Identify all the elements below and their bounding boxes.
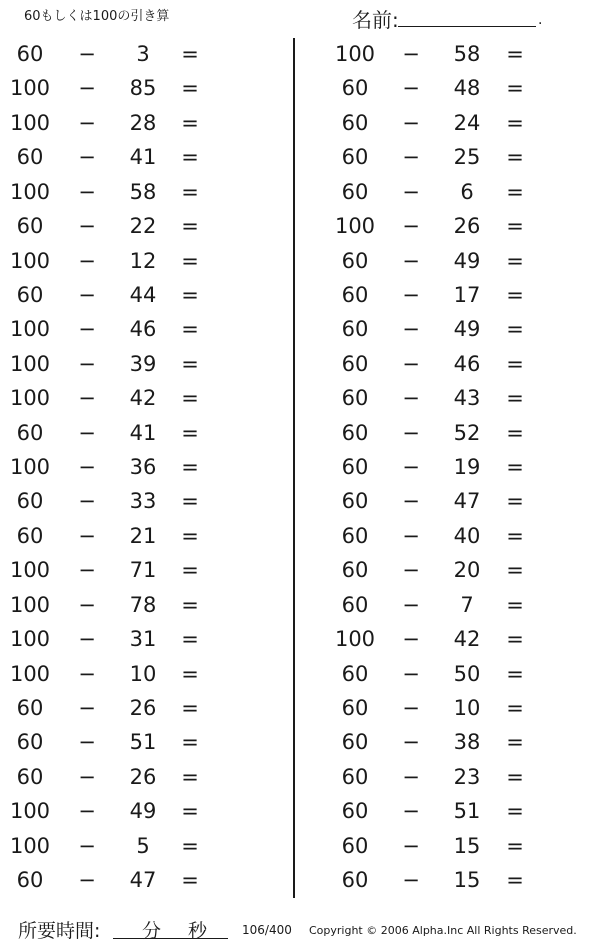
minuend: 100 <box>9 627 51 652</box>
subtrahend: 23 <box>453 764 481 789</box>
problem-row <box>300 725 580 759</box>
equals-sign: = <box>506 455 524 480</box>
minuend: 60 <box>341 592 369 617</box>
subtrahend: 51 <box>129 730 157 755</box>
minus-sign: − <box>402 214 420 239</box>
minuend: 60 <box>341 179 369 204</box>
subtrahend: 78 <box>129 592 157 617</box>
problem-row <box>0 381 280 415</box>
problem-row <box>300 519 580 553</box>
minuend: 60 <box>16 868 44 893</box>
problem-row <box>0 416 280 450</box>
minuend: 100 <box>9 386 51 411</box>
minuend: 60 <box>16 420 44 445</box>
minus-sign: − <box>78 489 96 514</box>
subtrahend: 10 <box>453 696 481 721</box>
minus-sign: − <box>402 42 420 66</box>
problem-row <box>300 106 580 140</box>
minus-sign: − <box>402 558 420 583</box>
equals-sign: = <box>506 764 524 789</box>
minuend: 60 <box>341 76 369 101</box>
minus-sign: − <box>402 282 420 307</box>
minuend: 60 <box>341 489 369 514</box>
minus-sign: − <box>78 799 96 824</box>
minuend: 60 <box>341 696 369 721</box>
problem-row <box>300 588 580 622</box>
equals-sign: = <box>506 145 524 170</box>
equals-sign: = <box>506 523 524 548</box>
equals-sign: = <box>506 592 524 617</box>
subtrahend: 51 <box>453 799 481 824</box>
equals-sign: = <box>506 179 524 204</box>
minuend: 60 <box>341 455 369 480</box>
subtrahend: 46 <box>129 317 157 342</box>
subtrahend: 52 <box>453 420 481 445</box>
problem-row <box>0 794 280 828</box>
equals-sign: = <box>181 661 199 686</box>
problem-row <box>0 484 280 518</box>
minuend: 60 <box>341 523 369 548</box>
minuend: 100 <box>9 592 51 617</box>
minuend: 100 <box>9 317 51 342</box>
subtrahend: 12 <box>129 248 157 273</box>
equals-sign: = <box>181 110 199 135</box>
equals-sign: = <box>506 76 524 101</box>
time-required-label: 所要時間: <box>18 920 101 942</box>
minus-sign: − <box>402 592 420 617</box>
subtrahend: 20 <box>453 558 481 583</box>
subtrahend: 43 <box>453 386 481 411</box>
problem-row <box>0 106 280 140</box>
equals-sign: = <box>506 489 524 514</box>
subtrahend: 47 <box>129 868 157 893</box>
minuend: 60 <box>341 730 369 755</box>
subtrahend: 42 <box>453 627 481 652</box>
problem-row <box>0 588 280 622</box>
problem-row <box>300 416 580 450</box>
minus-sign: − <box>78 661 96 686</box>
equals-sign: = <box>181 76 199 101</box>
minuend: 100 <box>9 661 51 686</box>
problem-row <box>0 37 280 71</box>
problem-row <box>300 622 580 656</box>
equals-sign: = <box>181 696 199 721</box>
subtrahend: 15 <box>453 868 481 893</box>
equals-sign: = <box>506 696 524 721</box>
equals-sign: = <box>181 317 199 342</box>
minuend: 60 <box>341 799 369 824</box>
minus-sign: − <box>78 351 96 376</box>
equals-sign: = <box>181 558 199 583</box>
problem-row <box>300 347 580 381</box>
equals-sign: = <box>181 592 199 617</box>
minuend: 60 <box>341 248 369 273</box>
minus-sign: − <box>402 523 420 548</box>
subtrahend: 85 <box>129 76 157 101</box>
problem-row <box>0 725 280 759</box>
equals-sign: = <box>506 420 524 445</box>
equals-sign: = <box>506 282 524 307</box>
minus-sign: − <box>78 455 96 480</box>
minus-sign: − <box>402 76 420 101</box>
minus-sign: − <box>78 730 96 755</box>
subtrahend: 47 <box>453 489 481 514</box>
subtrahend: 49 <box>453 248 481 273</box>
minutes-label: 分 <box>142 920 162 942</box>
subtrahend: 25 <box>453 145 481 170</box>
equals-sign: = <box>181 799 199 824</box>
minuend: 60 <box>16 42 44 66</box>
minuend: 60 <box>341 386 369 411</box>
minuend: 100 <box>9 110 51 135</box>
seconds-label: 秒 <box>188 920 208 942</box>
name-dot: . <box>538 12 543 28</box>
minus-sign: − <box>78 179 96 204</box>
equals-sign: = <box>181 833 199 858</box>
left-problem-column <box>0 37 280 898</box>
minus-sign: − <box>78 214 96 239</box>
minus-sign: − <box>402 179 420 204</box>
subtrahend: 58 <box>129 179 157 204</box>
minus-sign: − <box>402 145 420 170</box>
equals-sign: = <box>506 868 524 893</box>
name-label: 名前: <box>352 8 399 32</box>
subtrahend: 6 <box>460 179 474 204</box>
equals-sign: = <box>506 799 524 824</box>
minus-sign: − <box>402 386 420 411</box>
problem-row <box>0 622 280 656</box>
minuend: 100 <box>9 248 51 273</box>
equals-sign: = <box>506 627 524 652</box>
equals-sign: = <box>181 386 199 411</box>
problem-row <box>300 657 580 691</box>
problem-row <box>0 691 280 725</box>
minus-sign: − <box>78 248 96 273</box>
minuend: 60 <box>16 764 44 789</box>
problem-row <box>0 347 280 381</box>
equals-sign: = <box>181 248 199 273</box>
minuend: 60 <box>341 661 369 686</box>
equals-sign: = <box>181 627 199 652</box>
minus-sign: − <box>78 523 96 548</box>
minus-sign: − <box>78 592 96 617</box>
minuend: 100 <box>9 179 51 204</box>
minus-sign: − <box>78 764 96 789</box>
minuend: 60 <box>341 420 369 445</box>
equals-sign: = <box>506 214 524 239</box>
equals-sign: = <box>506 248 524 273</box>
minus-sign: − <box>402 420 420 445</box>
minus-sign: − <box>402 489 420 514</box>
problem-row <box>300 71 580 105</box>
subtrahend: 49 <box>453 317 481 342</box>
subtrahend: 33 <box>129 489 157 514</box>
problem-row <box>0 312 280 346</box>
equals-sign: = <box>181 351 199 376</box>
minuend: 60 <box>341 764 369 789</box>
minuend: 60 <box>16 523 44 548</box>
subtrahend: 26 <box>129 764 157 789</box>
minuend: 60 <box>341 351 369 376</box>
page-number: 106/400 <box>242 923 292 937</box>
minus-sign: − <box>78 317 96 342</box>
equals-sign: = <box>181 489 199 514</box>
problem-row <box>0 657 280 691</box>
problem-row <box>300 209 580 243</box>
minus-sign: − <box>402 317 420 342</box>
equals-sign: = <box>181 282 199 307</box>
equals-sign: = <box>506 386 524 411</box>
equals-sign: = <box>181 868 199 893</box>
minus-sign: − <box>78 868 96 893</box>
minus-sign: − <box>402 764 420 789</box>
equals-sign: = <box>506 317 524 342</box>
minus-sign: − <box>78 833 96 858</box>
equals-sign: = <box>506 351 524 376</box>
copyright-text: Copyright © 2006 Alpha.Inc All Rights Reserved. <box>309 924 577 937</box>
equals-sign: = <box>181 764 199 789</box>
equals-sign: = <box>181 523 199 548</box>
minus-sign: − <box>402 627 420 652</box>
minus-sign: − <box>402 799 420 824</box>
equals-sign: = <box>506 110 524 135</box>
equals-sign: = <box>181 455 199 480</box>
subtrahend: 40 <box>453 523 481 548</box>
equals-sign: = <box>506 558 524 583</box>
subtrahend: 17 <box>453 282 481 307</box>
problem-row <box>0 553 280 587</box>
subtrahend: 26 <box>453 214 481 239</box>
minus-sign: − <box>402 455 420 480</box>
subtrahend: 10 <box>129 661 157 686</box>
right-problem-column <box>300 37 580 898</box>
minuend: 60 <box>16 145 44 170</box>
minus-sign: − <box>402 248 420 273</box>
minuend: 100 <box>334 214 376 239</box>
column-divider <box>293 38 295 898</box>
subtrahend: 7 <box>460 592 474 617</box>
subtrahend: 42 <box>129 386 157 411</box>
problem-row <box>0 140 280 174</box>
footer <box>18 916 593 942</box>
problem-row <box>0 760 280 794</box>
minus-sign: − <box>402 730 420 755</box>
equals-sign: = <box>181 179 199 204</box>
subtrahend: 22 <box>129 214 157 239</box>
minus-sign: − <box>78 627 96 652</box>
minus-sign: − <box>402 661 420 686</box>
minuend: 100 <box>9 833 51 858</box>
subtrahend: 58 <box>453 42 481 66</box>
equals-sign: = <box>181 145 199 170</box>
minuend: 60 <box>16 730 44 755</box>
minus-sign: − <box>402 351 420 376</box>
minuend: 60 <box>341 317 369 342</box>
equals-sign: = <box>181 42 199 66</box>
minuend: 60 <box>16 696 44 721</box>
problem-row <box>300 37 580 71</box>
minuend: 60 <box>341 110 369 135</box>
minuend: 100 <box>9 351 51 376</box>
subtrahend: 31 <box>129 627 157 652</box>
problem-row <box>0 175 280 209</box>
equals-sign: = <box>181 420 199 445</box>
problem-row <box>300 829 580 863</box>
subtrahend: 21 <box>129 523 157 548</box>
problem-row <box>300 863 580 897</box>
problem-row <box>0 863 280 897</box>
minuend: 60 <box>341 558 369 583</box>
problem-row <box>0 450 280 484</box>
problem-row <box>0 244 280 278</box>
equals-sign: = <box>506 833 524 858</box>
problem-row <box>300 553 580 587</box>
subtrahend: 41 <box>129 420 157 445</box>
minus-sign: − <box>78 282 96 307</box>
problem-row <box>300 484 580 518</box>
name-field <box>352 4 592 30</box>
equals-sign: = <box>181 730 199 755</box>
equals-sign: = <box>181 214 199 239</box>
subtrahend: 44 <box>129 282 157 307</box>
minuend: 100 <box>9 455 51 480</box>
problem-row <box>0 209 280 243</box>
problem-row <box>300 760 580 794</box>
minus-sign: − <box>78 76 96 101</box>
problem-row <box>300 381 580 415</box>
minuend: 100 <box>9 799 51 824</box>
minuend: 60 <box>341 145 369 170</box>
subtrahend: 46 <box>453 351 481 376</box>
time-underline <box>113 938 228 939</box>
subtrahend: 28 <box>129 110 157 135</box>
equals-sign: = <box>506 730 524 755</box>
minuend: 60 <box>341 868 369 893</box>
minuend: 60 <box>16 214 44 239</box>
subtrahend: 36 <box>129 455 157 480</box>
minus-sign: − <box>78 558 96 583</box>
problem-row <box>300 794 580 828</box>
minus-sign: − <box>402 110 420 135</box>
subtrahend: 49 <box>129 799 157 824</box>
subtrahend: 38 <box>453 730 481 755</box>
subtrahend: 48 <box>453 76 481 101</box>
subtrahend: 3 <box>136 42 150 66</box>
minuend: 100 <box>334 42 376 66</box>
minus-sign: − <box>402 696 420 721</box>
minus-sign: − <box>78 42 96 66</box>
minus-sign: − <box>402 833 420 858</box>
subtrahend: 50 <box>453 661 481 686</box>
name-underline <box>398 26 536 27</box>
minus-sign: − <box>78 696 96 721</box>
minus-sign: − <box>78 145 96 170</box>
minuend: 100 <box>9 558 51 583</box>
subtrahend: 24 <box>453 110 481 135</box>
worksheet-title: 60もしくは100の引き算 <box>24 9 170 24</box>
subtrahend: 5 <box>136 833 150 858</box>
subtrahend: 41 <box>129 145 157 170</box>
minuend: 60 <box>341 833 369 858</box>
minus-sign: − <box>78 386 96 411</box>
minus-sign: − <box>78 110 96 135</box>
minuend: 60 <box>16 282 44 307</box>
subtrahend: 15 <box>453 833 481 858</box>
problem-row <box>300 140 580 174</box>
problem-row <box>300 312 580 346</box>
problem-row <box>300 691 580 725</box>
problem-row <box>0 519 280 553</box>
problem-row <box>300 244 580 278</box>
minuend: 60 <box>16 489 44 514</box>
minuend: 100 <box>9 76 51 101</box>
subtrahend: 26 <box>129 696 157 721</box>
problem-row <box>0 71 280 105</box>
subtrahend: 71 <box>129 558 157 583</box>
problem-row <box>300 450 580 484</box>
subtrahend: 19 <box>453 455 481 480</box>
subtrahend: 39 <box>129 351 157 376</box>
problem-row <box>300 175 580 209</box>
minuend: 60 <box>341 282 369 307</box>
equals-sign: = <box>506 42 524 66</box>
problem-row <box>0 829 280 863</box>
problem-row <box>300 278 580 312</box>
minus-sign: − <box>402 868 420 893</box>
equals-sign: = <box>506 661 524 686</box>
minus-sign: − <box>78 420 96 445</box>
minuend: 100 <box>334 627 376 652</box>
problem-row <box>0 278 280 312</box>
